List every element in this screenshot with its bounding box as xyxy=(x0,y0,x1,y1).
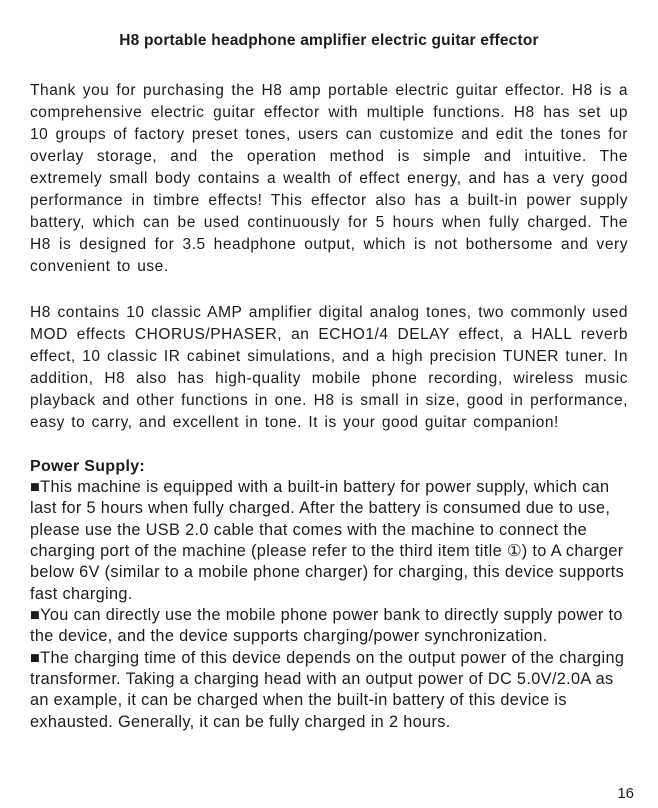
intro-paragraph: Thank you for purchasing the H8 amp portable electric guitar effector. H8 is a comprehensive electric guitar effector with multiple functions. H8 has set up 10 groups of factory preset tones, users can customize and edit the tones for overlay storage, and the operation method is simple and intuitive. The extremely small body contains a wealth of effect energy, and has a very good performance in timbre effects! This effector also has a built-in power supply battery, which can be used continuously for 5 hours when fully charged. The H8 is designed for 3.5 headphone output, which is not bothersome and very convenient to use. xyxy=(30,82,628,275)
power-supply-item-powerbank: ■You can directly use the mobile phone power bank to directly supply power to the device, and the device supports charging/power synchronization. xyxy=(30,606,623,646)
page-number: 16 xyxy=(617,785,634,802)
page-title: H8 portable headphone amplifier electric guitar effector xyxy=(119,32,539,49)
power-supply-item-battery: ■This machine is equipped with a built-in battery for power supply, which can last for 5 hours when fully charged. After the battery is consumed due to use, please use the USB 2.0 cable that comes with the machine to connect the charging port of the machine (please refer to the third item title ①) to A charger below 6V (similar to a mobile phone charger) for charging, this device supports fast charging. xyxy=(30,478,625,603)
power-supply-heading: Power Supply: xyxy=(30,458,146,475)
power-supply-item-charging-time: ■The charging time of this device depends on the output power of the charging transformer. Taking a charging head with an output power of DC 5.0V/2.0A as an example, it can be charged when the built-in battery of this device is exhausted. Generally, it can be fully charged in 2 hours. xyxy=(30,648,625,731)
features-paragraph: H8 contains 10 classic AMP amplifier digital analog tones, two commonly used MOD effects CHORUS/PHASER, an ECHO1/4 DELAY effect, a HALL reverb effect, 10 classic IR cabinet simulations, and a high precision TUNER tuner. In addition, H8 also has high-quality mobile phone recording, wireless music playback and other functions in one. H8 is small in size, good in performance, easy to carry, and excellent in tone. It is your good guitar companion! xyxy=(30,304,628,431)
